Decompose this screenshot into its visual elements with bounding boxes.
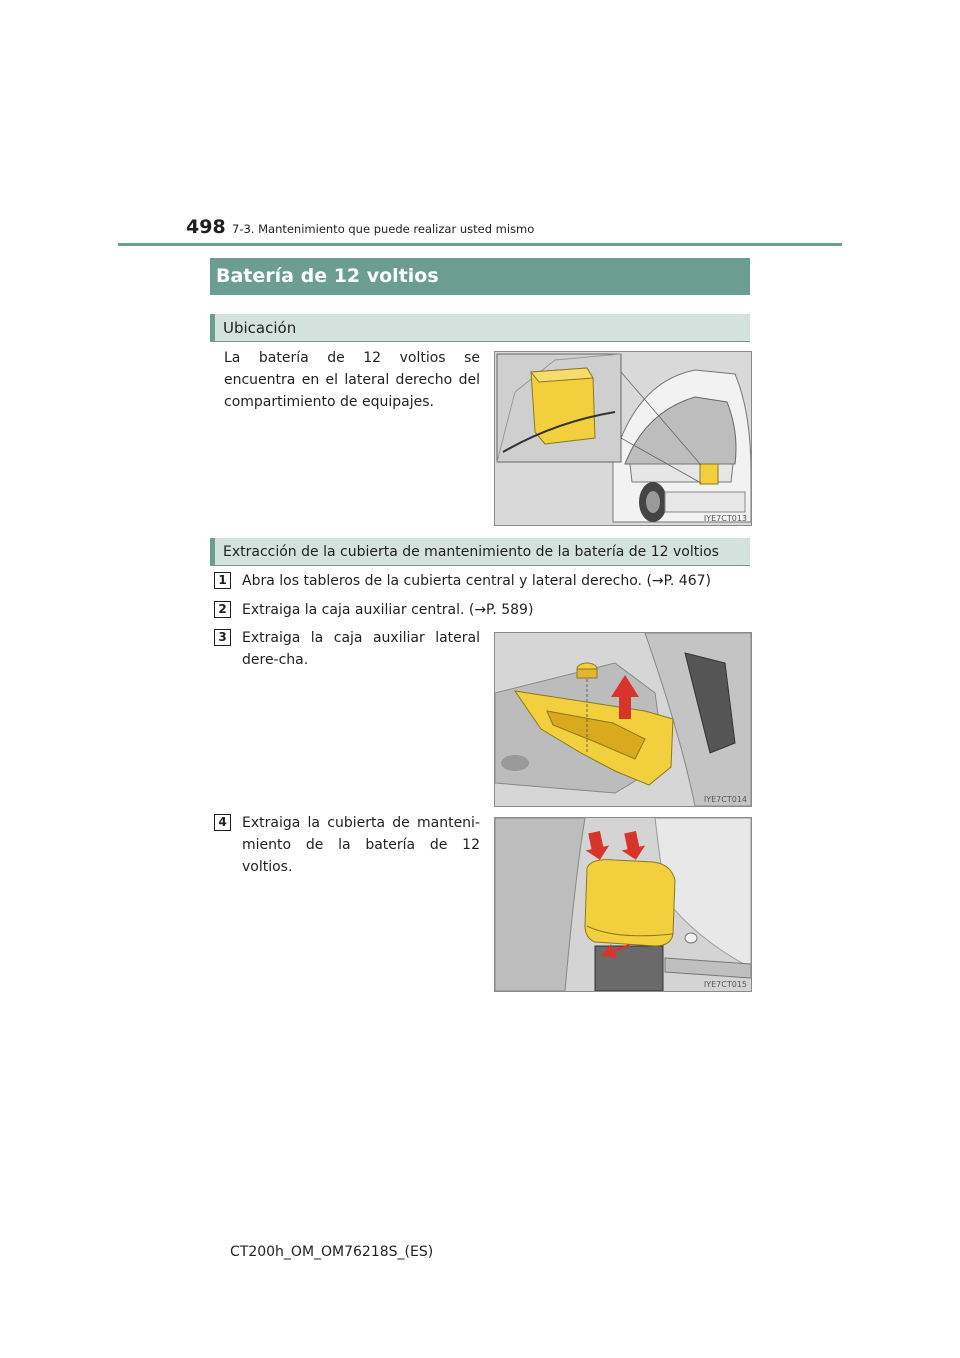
side-box-removal-figure xyxy=(494,632,752,807)
step-text-4: Extraiga la cubierta de manteni-miento de la batería de 12 voltios. xyxy=(242,815,480,875)
location-description: La batería de 12 voltios se encuentra en el lateral derecho del compartimiento de equipajes. xyxy=(224,350,480,410)
figure-code: IYE7CT013 xyxy=(703,514,747,523)
battery-cover-removal-figure xyxy=(494,817,752,992)
page-title: Batería de 12 voltios xyxy=(210,258,750,295)
step-number-3: 3 xyxy=(214,629,231,646)
step-number-4: 4 xyxy=(214,814,231,831)
header-divider xyxy=(118,243,842,246)
step-text-2: Extraiga la caja auxiliar central. (→P. 589) xyxy=(242,602,534,618)
figure-code: IYE7CT014 xyxy=(703,795,747,804)
step-number-1: 1 xyxy=(214,572,231,589)
step-text-1: Abra los tableros de la cubierta central y lateral derecho. (→P. 467) xyxy=(242,573,711,589)
step-number-2: 2 xyxy=(214,601,231,618)
page-number: 498 xyxy=(186,216,226,238)
section-heading-removal: Extracción de la cubierta de mantenimiento de la batería de 12 voltios xyxy=(210,538,750,566)
section-heading-location: Ubicación xyxy=(210,314,750,342)
section-path: 7-3. Mantenimiento que puede realizar usted mismo xyxy=(232,222,535,236)
battery-location-figure xyxy=(494,351,752,526)
step-text-3: Extraiga la caja auxiliar lateral dere-cha. xyxy=(242,630,480,668)
document-code: CT200h_OM_OM76218S_(ES) xyxy=(230,1244,434,1260)
figure-code: IYE7CT015 xyxy=(703,980,747,989)
